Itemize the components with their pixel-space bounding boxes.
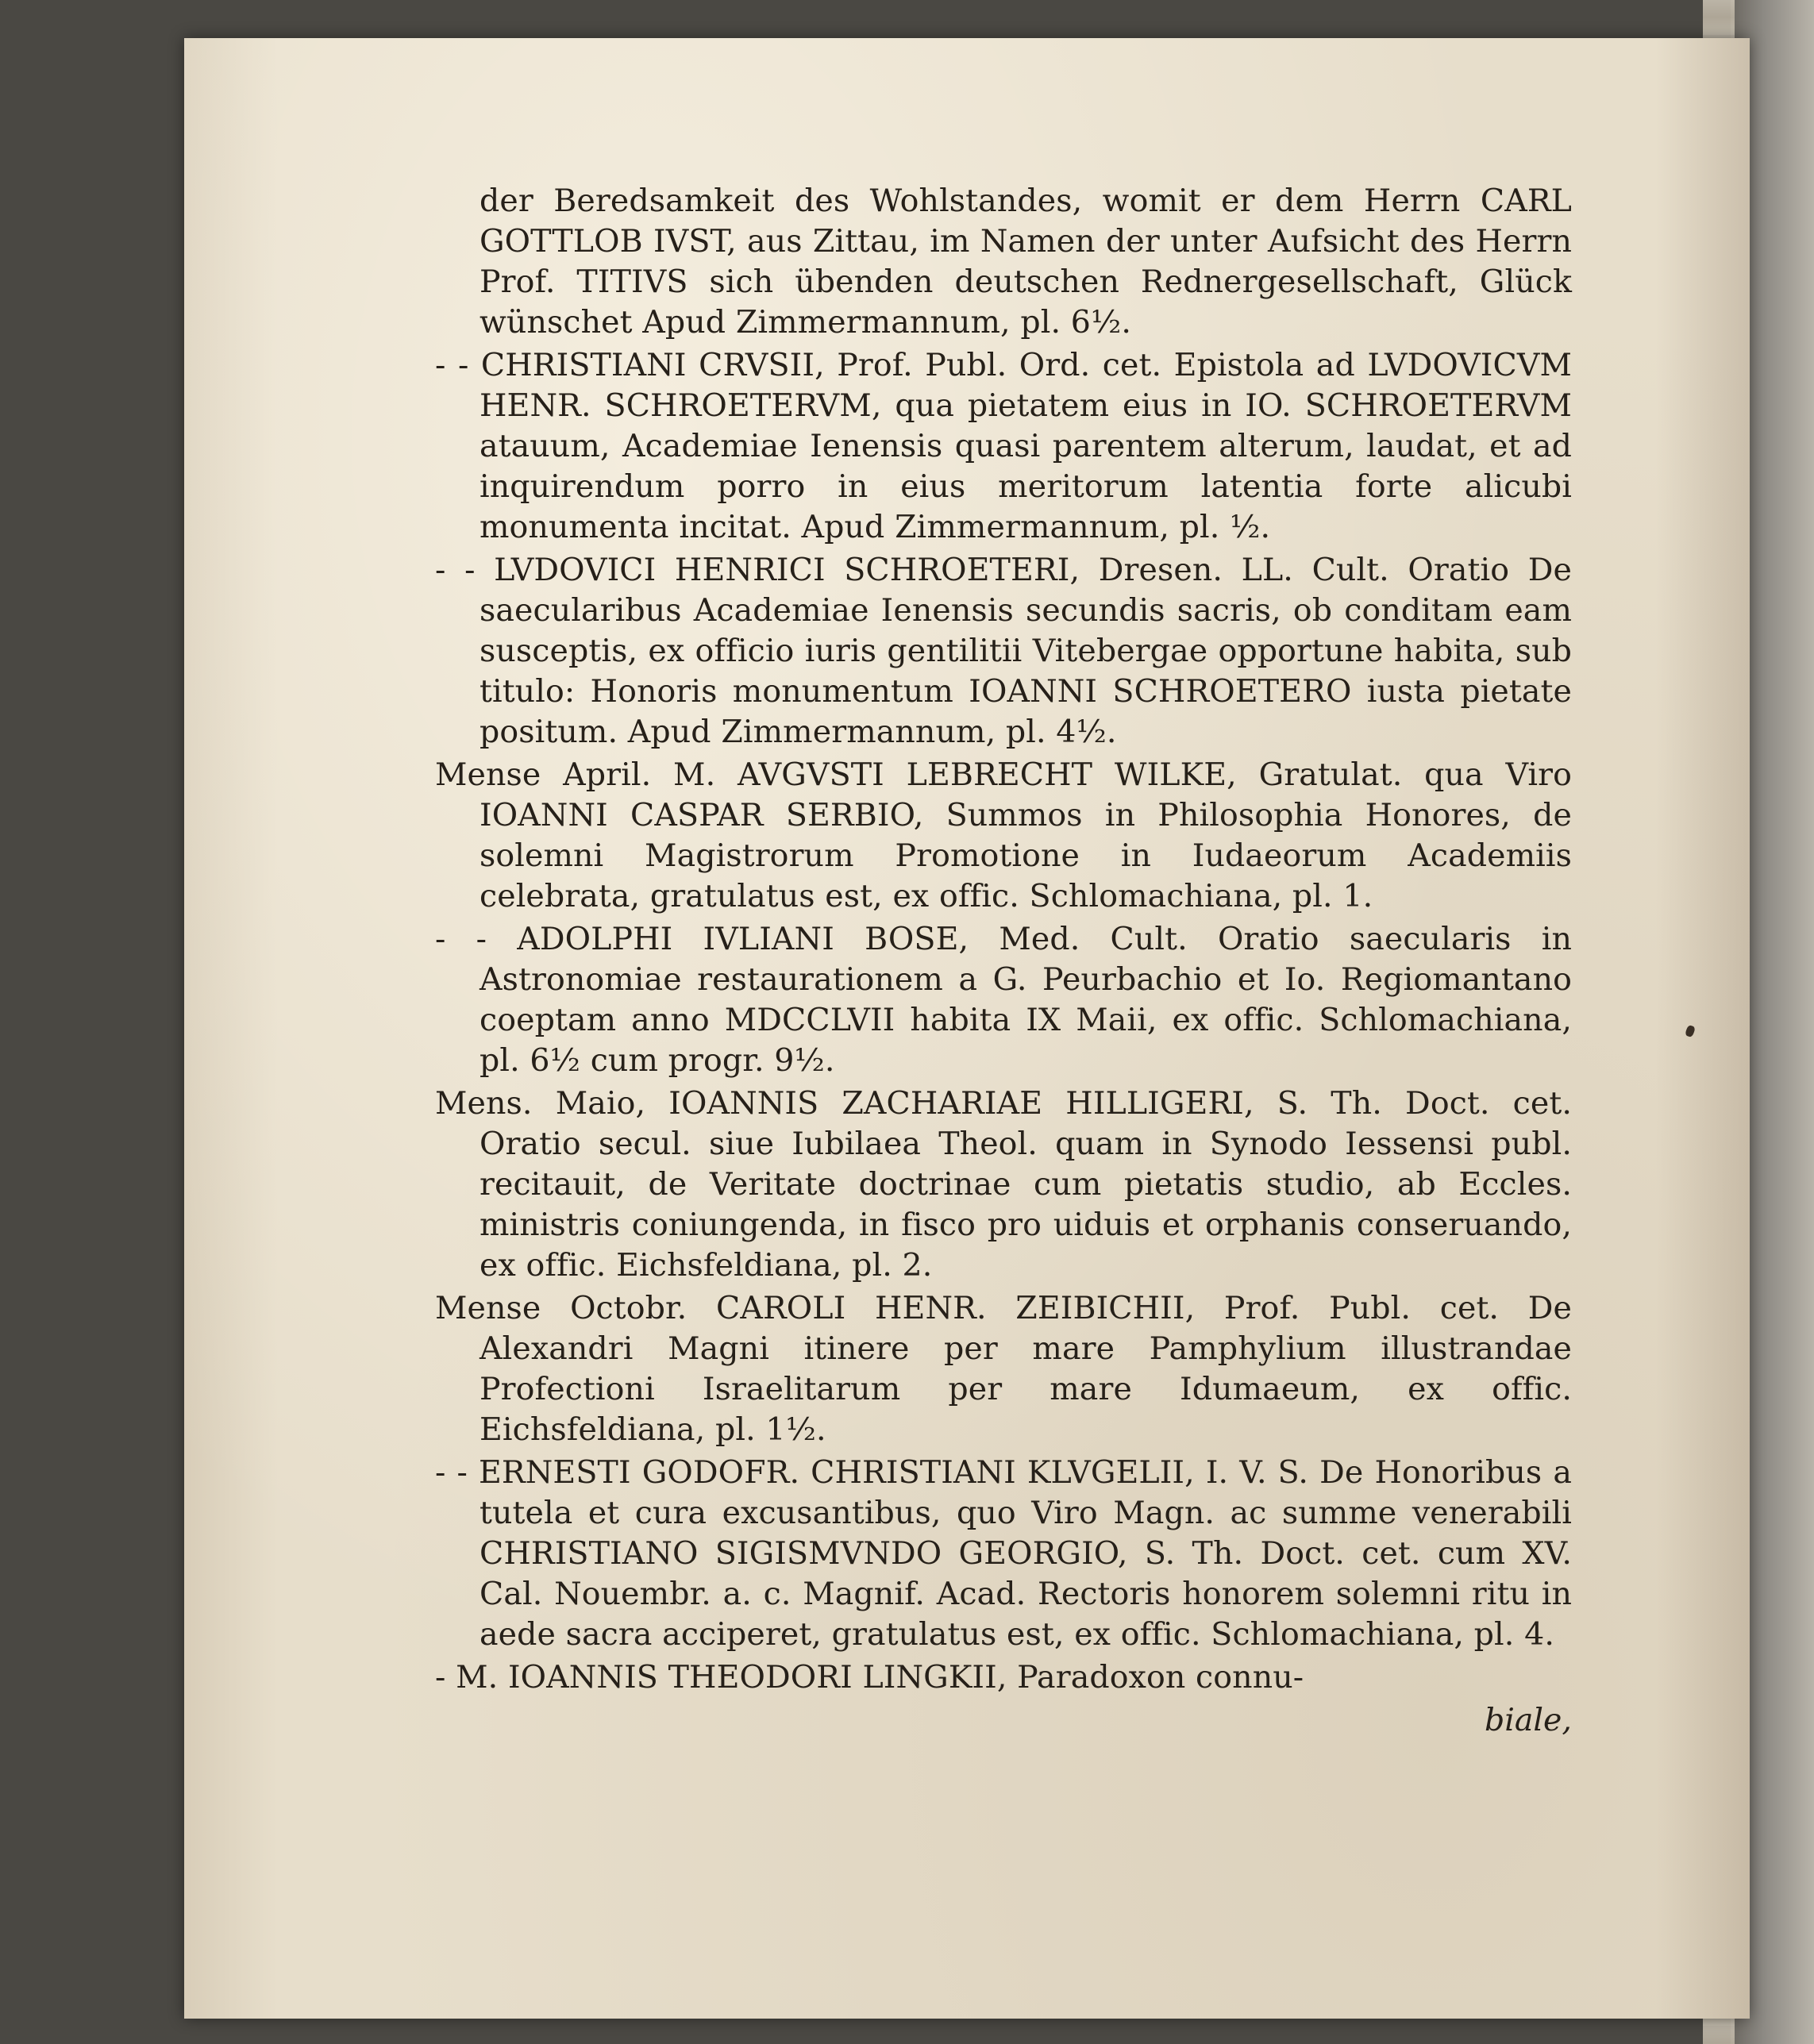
entry-5: - - ADOLPHI IVLIANI BOSE, Med. Cult. Oratio saecularis in Astronomiae restaurationem a G. Peurbachio et Io. Regiomantano coeptam anno MDCCLVII habita IX Maii, ex offic. Schlomachiana, pl. 6½ cum progr. 9½. (435, 921, 1572, 1079)
entry-8: - - ERNESTI GODOFR. CHRISTIANI KLVGELII, I. V. S. De Honoribus a tutela et cura excusantibus, quo Viro Magn. ac summe venerabili CHRISTIANO SIGISMVNDO GEORGIO, S. Th. Doct. cet. cum XV. Cal. Nouembr. a. c. Magnif. Acad. Rectoris honorem solemni ritu in aede sacra acciperet, gratulatus est, ex offic. Schlomachiana, pl. 4. (435, 1454, 1572, 1653)
entry-9: - M. IOANNIS THEODORI LINGKII, Paradoxon connu- (435, 1659, 1304, 1696)
entry-7: Mense Octobr. CAROLI HENR. ZEIBICHII, Prof. Publ. cet. De Alexandri Magni itinere per mare Pamphylium illustrandae Profectioni Israelitarum per mare Idumaeum, ex offic. Eichsfeldiana, pl. 1½. (435, 1290, 1572, 1448)
entry-1: der Beredsamkeit des Wohlstandes, womit er dem Herrn CARL GOTTLOB IVST, aus Zittau, im Namen der unter Aufsicht des Herrn Prof. TITIVS sich übenden deutschen Rednergesellschaft, Glück wünschet Apud Zimmermannum, pl. 6½. (479, 183, 1572, 341)
entry-2: - - CHRISTIANI CRVSII, Prof. Publ. Ord. cet. Epistola ad LVDOVICVM HENR. SCHROETERVM, qua pietatem eius in IO. SCHROETERVM atauum, Academiae Ienensis quasi parentem alterum, laudat, et ad inquirendum porro in eius meritorum latentia forte alicubi monumenta incitat. Apud Zimmermannum, pl. ½. (435, 347, 1572, 545)
catchword: biale, (1484, 1702, 1572, 1738)
entry-6: Mens. Maio, IOANNIS ZACHARIAE HILLIGERI, S. Th. Doct. cet. Oratio secul. siue Iubilaea Theol. quam in Synodo Iessensi publ. recitauit, de Veritate doctrinae cum pietatis studio, ab Eccles. ministris coniungenda, in fisco pro uiduis et orphanis conseruando, ex offic. Eichsfeldiana, pl. 2. (435, 1085, 1572, 1284)
page-text (435, 181, 1572, 1741)
entry-3: - - LVDOVICI HENRICI SCHROETERI, Dresen. LL. Cult. Oratio De saecularibus Academiae Ienensis secundis sacris, ob conditam eam susceptis, ex officio iuris gentilitii Vitebergae opportune habita, sub titulo: Honoris monumentum IOANNI SCHROETERO iusta pietate positum. Apud Zimmermannum, pl. 4½. (435, 552, 1572, 750)
entry-4: Mense April. M. AVGVSTI LEBRECHT WILKE, Gratulat. qua Viro IOANNI CASPAR SERBIO, Summos in Philosophia Honores, de solemni Magistrorum Promotione in Iudaeorum Academiis celebrata, gratulatus est, ex offic. Schlomachiana, pl. 1. (435, 756, 1572, 914)
